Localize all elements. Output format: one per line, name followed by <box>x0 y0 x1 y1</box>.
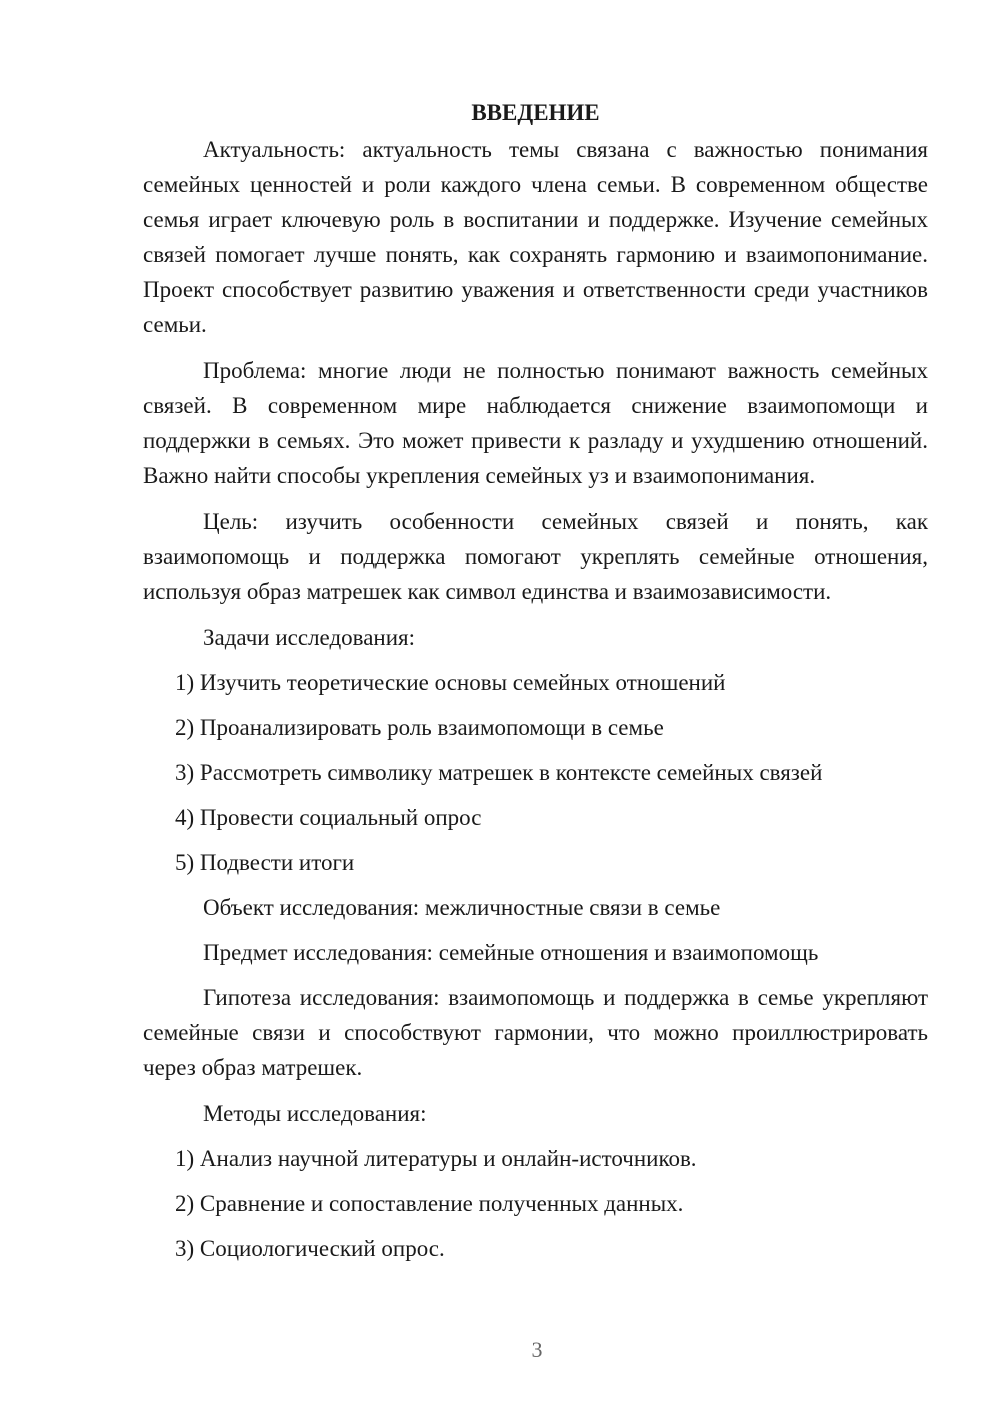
method-item: 2) Сравнение и сопоставление полученных данных. <box>175 1191 684 1216</box>
relevance-paragraph: Актуальность: актуальность темы связана с важностью понимания семейных ценностей и роли каждого члена семьи. В современном обществе семья играет ключевую роль в воспитании и поддержке. Изучение семейных связей помогает лучше понять, как сохранять гармонию и взаимопонимание. Проект способствует развитию уважения и ответственности среди участников семьи. <box>143 137 928 337</box>
goal-paragraph: Цель: изучить особенности семейных связей и понять, как взаимопомощь и поддержка помогают укреплять семейные отношения, используя образ матрешек как символ единства и взаимозависимости. <box>143 509 928 604</box>
method-item: 1) Анализ научной литературы и онлайн-источников. <box>175 1146 697 1171</box>
method-item: 3) Социологический опрос. <box>175 1236 445 1261</box>
methods-heading: Методы исследования: <box>203 1101 427 1126</box>
task-item: 3) Рассмотреть символику матрешек в контексте семейных связей <box>175 760 823 785</box>
page-number: 3 <box>531 1337 543 1362</box>
tasks-heading: Задачи исследования: <box>203 625 416 650</box>
problem-paragraph: Проблема: многие люди не полностью понимают важность семейных связей. В современном мире наблюдается снижение взаимопомощи и поддержки в семьях. Это может привести к разладу и ухудшению отношений. Важно найти способы укрепления семейных уз и взаимопонимания. <box>143 358 928 488</box>
task-item: 2) Проанализировать роль взаимопомощи в семье <box>175 715 664 740</box>
section-heading: ВВЕДЕНИЕ <box>471 100 600 125</box>
hypothesis-paragraph: Гипотеза исследования: взаимопомощь и поддержка в семье укрепляют семейные связи и способствуют гармонии, что можно проиллюстрировать через образ матрешек. <box>143 985 928 1080</box>
page-content <box>143 95 928 1276</box>
task-item: 1) Изучить теоретические основы семейных отношений <box>175 670 726 695</box>
research-object: Объект исследования: межличностные связи в семье <box>203 895 721 920</box>
task-item: 4) Провести социальный опрос <box>175 805 482 830</box>
research-subject: Предмет исследования: семейные отношения и взаимопомощь <box>203 940 819 965</box>
task-item: 5) Подвести итоги <box>175 850 355 875</box>
